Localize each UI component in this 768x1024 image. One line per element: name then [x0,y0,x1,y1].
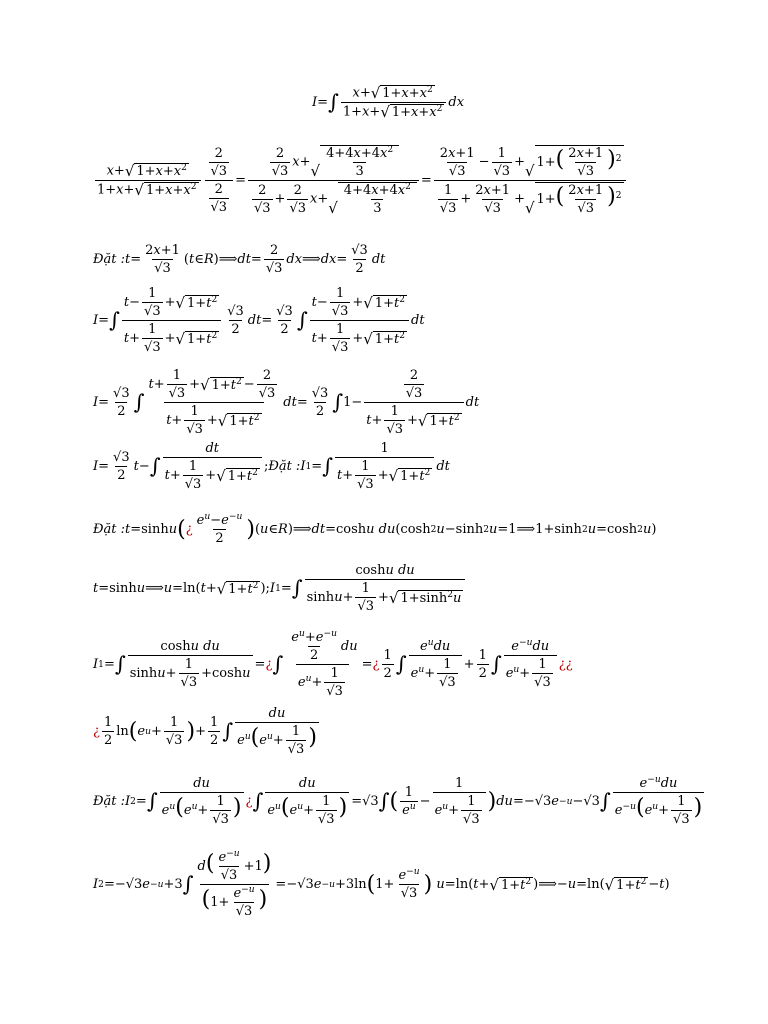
eq-2: x+ √ $1+x+x^2$ 1+x+ √ $1+x+x^2$ $\frac{\frac{2}{√3}}{\frac{2}{√3}}$ = $\frac{2}{√3}$ x+ √ $\frac{4+4x+4x^2}{3}$ $\frac{2}{√3}$ + $\frac{2}{√3}$ x+ √ $\frac{4+4x+4x^2}{3}$ = $\frac{2x+1}{√3}$ − $\frac{1}{√3}$ + √ 1+( $\frac{2x+1}{√3}$ )$^2$ $\frac{1}{√3}$ + $\frac{2x+1}{√3}$ + √ 1+( $\frac{2x+1}{√3}$ )$^2$ [93,145,628,216]
error-glyph: ¿ [245,794,253,809]
eq-9: I 1 = ∫ coshu du sinhu+ $\frac{1}{√3}$ +coshu = ¿ ∫ $\frac{e^u+e^{-u}}{2}$ du $e^u+$ $\frac{1}{√3}$ = ¿ $\frac{1}{2}$ ∫ $e^udu$ $e^u+$ $\frac{1}{√3}$ + $\frac{1}{2}$ ∫ $e^{-u}du$ $e^u+$ $\frac{1}{√3}$ ¿¿ [93,629,573,699]
error-glyph-double: ¿¿ [558,657,573,672]
error-glyph: ¿ [93,724,100,739]
dat-label: Đặt : [93,252,125,267]
dat-t2-label: Đặt : [93,522,125,537]
eq-4: I = ∫ t− $\frac{1}{√3}$ + √ $1+t^2$ t+ $\frac{1}{√3}$ + √ $1+t^2$ $\frac{√3}{2}$ dt = $\frac{√3}{2}$ ∫ t− $\frac{1}{√3}$ + √ $1+t^2$ t+ $\frac{1}{√3}$ + √ $1+t^2$ dt [93,286,425,355]
dat-i2-label: Đặt : [93,794,125,809]
eq-10: ¿ $\frac{1}{2}$ ln ( e u + $\frac{1}{√3}$ ) + $\frac{1}{2}$ ∫ du $e^u(e^u+$ $\frac{1}{√3}$ ) [93,706,317,757]
eq-1: I = ∫ x+ √ $1+x+x^2$ 1+x+ √ $1+x+x^2$ dx [312,84,465,122]
dat-i1-label: Đặt : [268,459,301,474]
error-glyph: ¿ [185,522,193,537]
eq-11: Đặt : I 2 = ∫ du $e^u(e^u+$ $\frac{1}{√3}$ ) ¿ ∫ du $e^u(e^u+$ $\frac{1}{√3}$ ) =√3 ∫ ( $\frac{1}{e^u}$ − 1 $e^u+$ $\frac{1}{√3}$ ) du =−√3 e −u −√3 ∫ $e^{-u}du$ $e^{-u}(e^u+$ $\frac{1}{√3}$ ) [93,775,703,827]
eq-6: I = $\frac{√3}{2}$ t − ∫ dt t+ $\frac{1}{√3}$ + √ $1+t^2$ ; Đặt : I 1 = ∫ 1 t+ $\frac{1}{√3}$ + √ $1+t^2$ dt [93,441,450,492]
eq-5: I = $\frac{√3}{2}$ ∫ t+ $\frac{1}{√3}$ + √ $1+t^2$ − $\frac{2}{√3}$ t+ $\frac{1}{√3}$ + √ $1+t^2$ dt = $\frac{√3}{2}$ ∫ 1− $\frac{2}{√3}$ t+ $\frac{1}{√3}$ + √ $1+t^2$ dt [93,368,480,437]
eq-3: Đặt : t = $\frac{2x+1}{√3}$ ( t ∈ R )⟹ dt = $\frac{2}{√3}$ dx ⟹ dx = $\frac{√3}{2}$ dt [93,243,386,276]
eq-12: I 2 =−√3 e −u +3 ∫ d( $\frac{e^{-u}}{√3}$ +1) (1+ $\frac{e^{-u}}{√3}$ ) =−√3 e −u +3ln ( 1+ $\frac{e^{-u}}{√3}$ ) u =ln( t + √ $1+t^2$ )⟹− u =ln( √ $1+t^2$ − t ) [93,849,670,919]
eq-8: t =sinh u ⟹ u =ln( t + √ $1+t^2$ ); I 1 = ∫ coshu du sinhu+ $\frac{1}{√3}$ + √ $1+\sinh^2u$ [93,563,467,614]
eq-7: Đặt : t =sinh u ( ¿ $\frac{e^u-e^{-u}}{2}$ ) ( u ∈ R )⟹ dt =cosh u du (cosh 2 u −sinh 2 u =1⟹1+sinh 2 u =cosh 2 u ) [93,512,657,546]
error-glyph: ¿ [265,657,273,672]
error-glyph: ¿ [372,657,380,672]
